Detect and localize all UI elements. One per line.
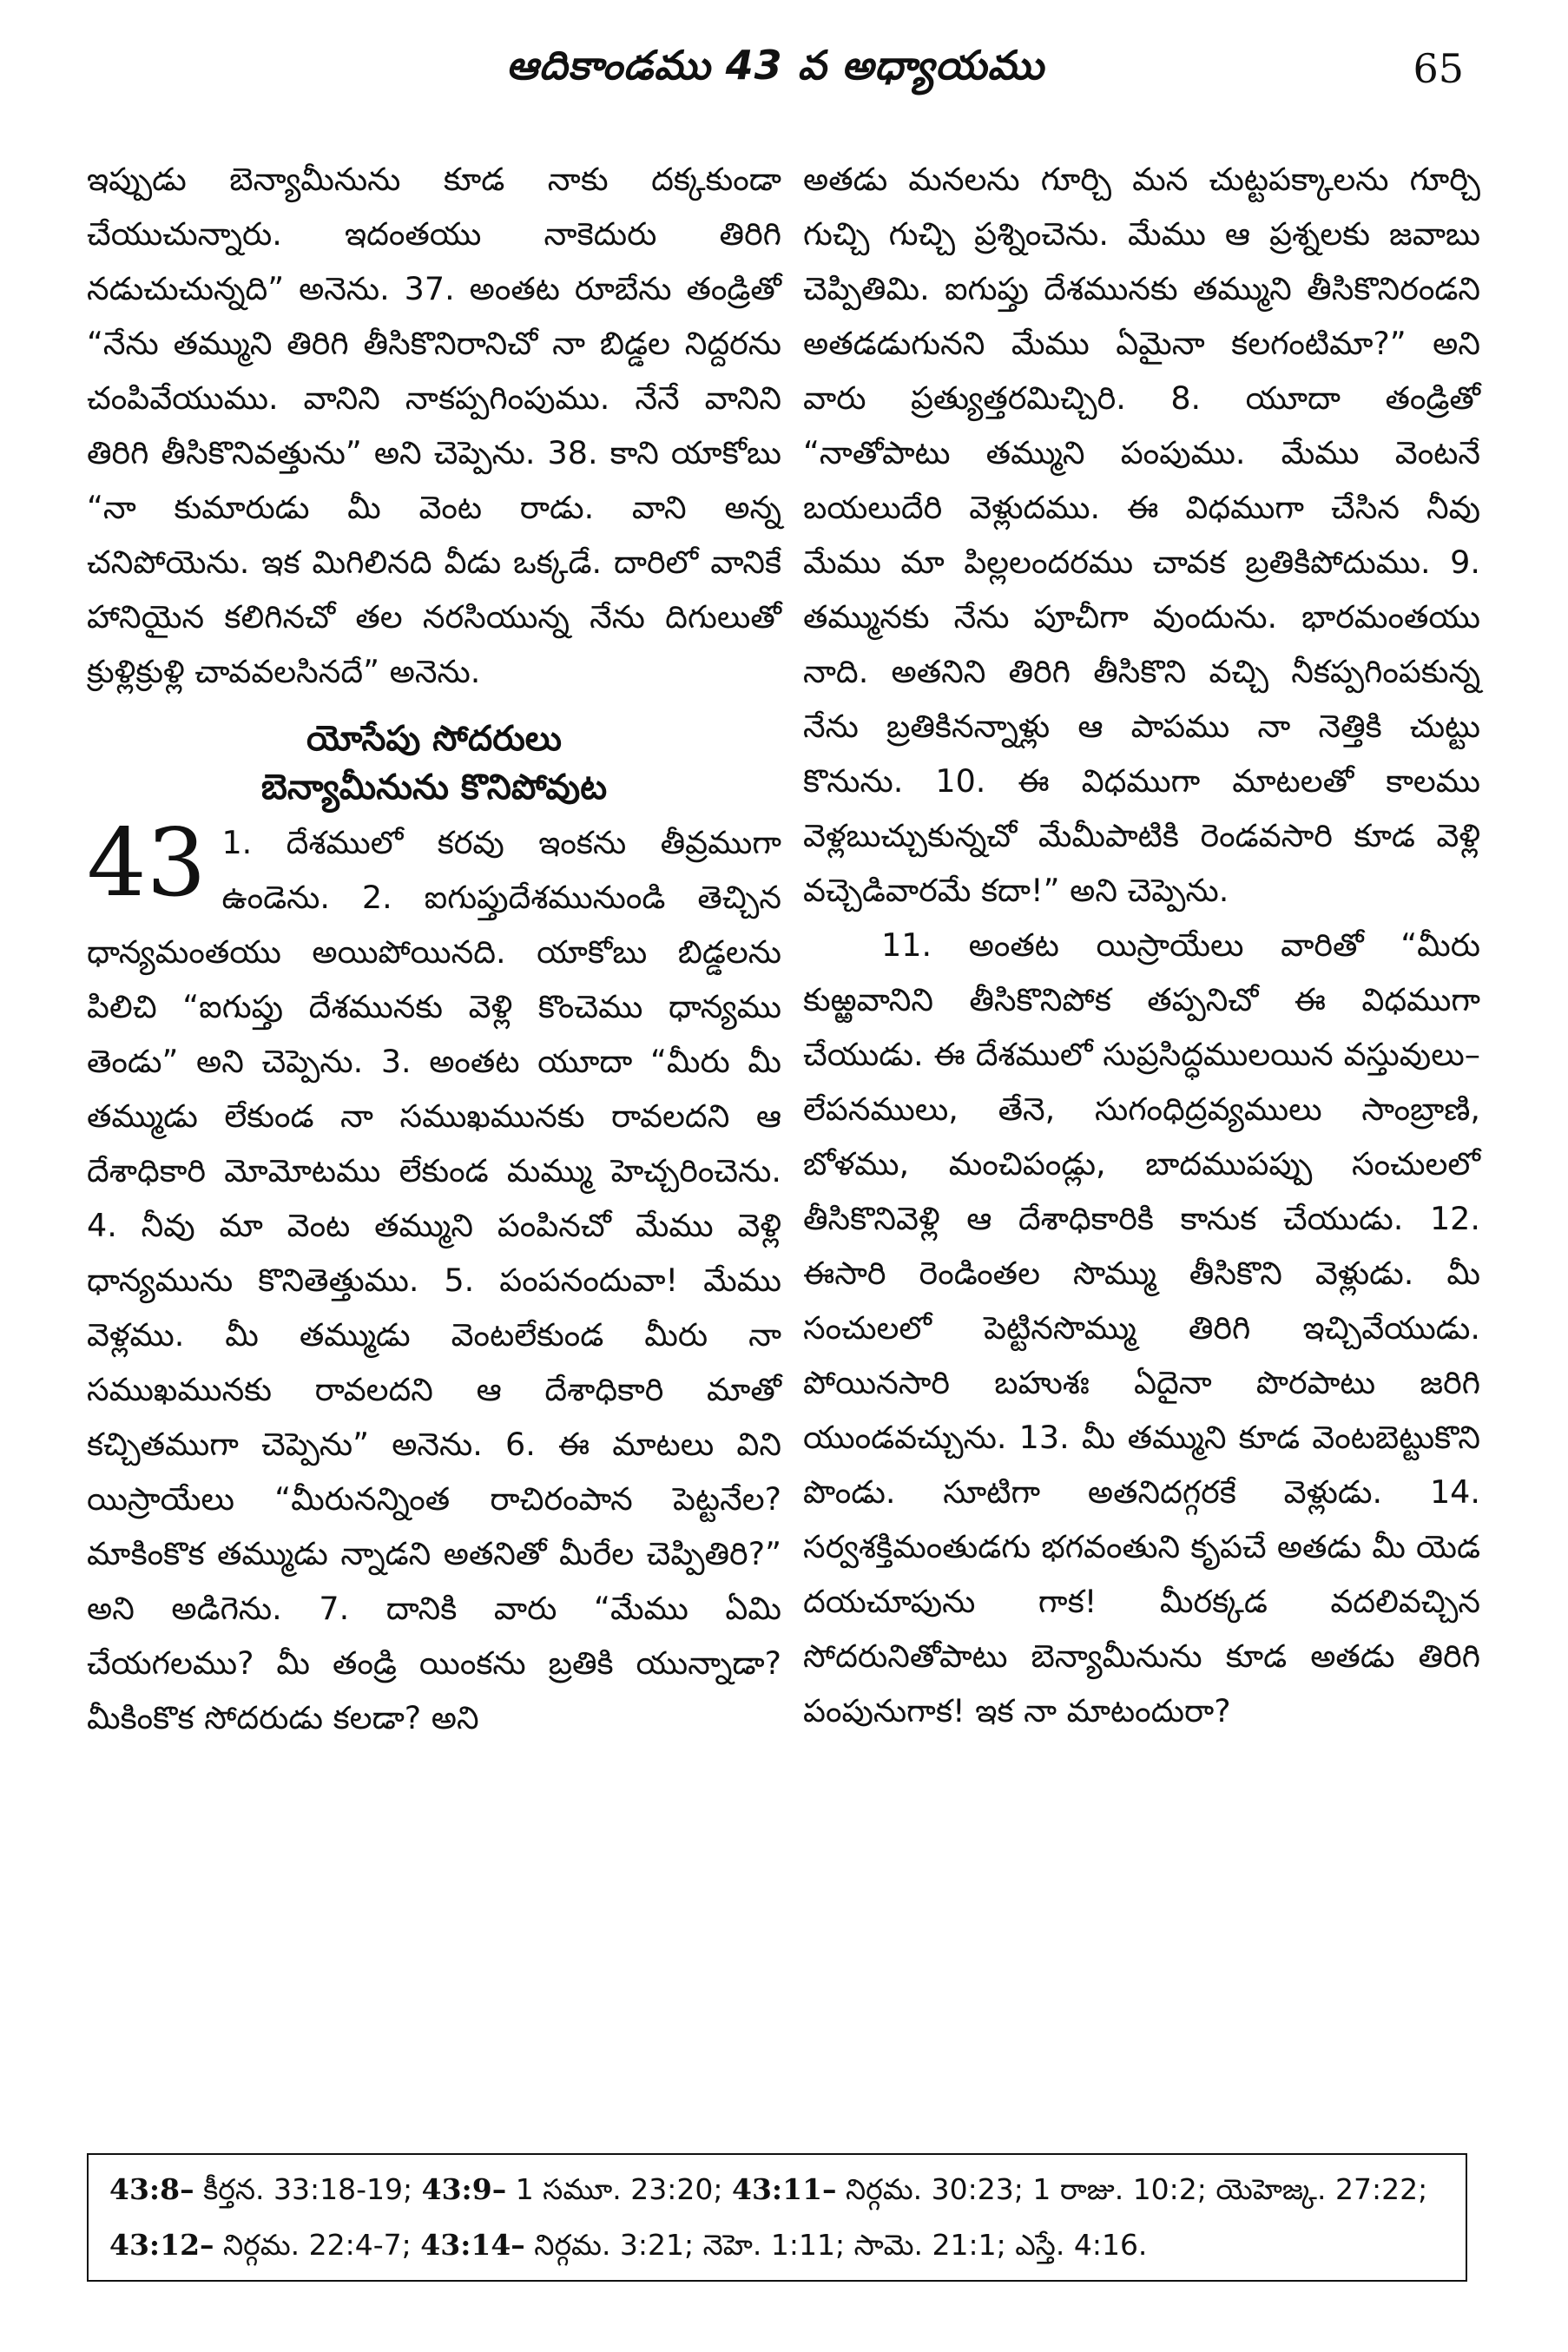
chapter-opening-paragraph (87, 809, 781, 1745)
reference-label: 43:9– (421, 2172, 507, 2206)
paragraph-verses-1-7: 1. దేశములో కరవు ఇంకను తీవ్రముగా ఉండెను. 2. ఐగుప్తుదేశమునుండి తెచ్చిన ధాన్యమంతయు అయిపోయినది. యాకోబు బిడ్డలను పిలిచి “ఐగుప్తు దేశమునకు వెళ్లి కొంచెము ధాన్యము తెండు” అని చెప్పెను. 3. అంతట యూదా “మీరు మీ తమ్ముడు లేకుండ నా సముఖమునకు రావలదని ఆ దేశాధికారి మోమోటము లేకుండ మమ్ము హెచ్చరించెను. 4. నీవు మా వెంట తమ్ముని పంపినచో మేము వెళ్లి ధాన్యమును కొనితెత్తుము. 5. పంపనందువా! మేము వెళ్లము. మీ తమ్ముడు వెంటలేకుండ మీరు నా సముఖమునకు రావలదని ఆ దేశాధికారి మాతో కచ్చితముగా చెప్పెను” అనెను. 6. ఈ మాటలు విని యిస్రాయేలు “మీరునన్నింత రాచిరంపాన పెట్టనేల? మాకింకొక తమ్ముడు న్నాడని అతనితో మీరేల చెప్పితిరి?” అని అడిగెను. 7. దానికి వారు “మేము ఏమి చేయగలము? మీ తండ్రి యింకను బ్రతికి యున్నాడా? మీకింకొక సోదరుడు కలడా? అని (87, 824, 781, 1736)
reference-text: నిర్గమ. 3:21; నెహె. 1:11; సామె. 21:1; ఎస్తే. 4:16. (524, 2228, 1148, 2262)
paragraph-verses-7-10: అతడు మనలను గూర్చి మన చుట్టపక్కాలను గూర్చి గుచ్చి గుచ్చి ప్రశ్నించెను. మేము ఆ ప్రశ్నలకు జవాబు చెప్పితిమి. ఐగుప్తు దేశమునకు తమ్ముని తీసికొనిరండని అతడడుగునని మేము ఏమైనా కలగంటిమా?” అని వారు ప్రత్యుత్తరమిచ్చిరి. 8. యూదా తండ్రితో “నాతోపాటు తమ్ముని పంపుము. మేము వెంటనే బయలుదేరి వెళ్లుదము. ఈ విధముగా చేసిన నీవు మేము మా పిల్లలందరము చావక బ్రతికిపోదుము. 9. తమ్మునకు నేను పూచీగా వుందును. భారమంతయు నాది. అతనిని తిరిగి తీసికొని వచ్చి నీకప్పగింపకున్న నేను బ్రతికినన్నాళ్లు ఆ పాపము నా నెత్తికి చుట్టు కొనును. 10. ఈ విధముగా మాటలతో కాలము వెళ్లబుచ్చుకున్నచో మేమీపాటికి రెండవసారి కూడ వెళ్లి వచ్చెడివారమే కదా!” అని చెప్పెను. (803, 161, 1480, 909)
reference-text: 1 సమూ. 23:20; (506, 2172, 732, 2206)
reference-label: 43:12– (109, 2228, 214, 2262)
page-header (87, 42, 1464, 111)
reference-label: 43:14– (420, 2228, 525, 2262)
right-column (803, 152, 1480, 1738)
cross-references-box (87, 2153, 1467, 2282)
chapter-number: 43 (87, 809, 207, 918)
section-heading-line-2: బెన్యామీనును కొనిపోవుట (260, 768, 608, 807)
paragraph-verses-36-38: ఇప్పుడు బెన్యామీనును కూడ నాకు దక్కకుండా చేయుచున్నారు. ఇదంతయు నాకెదురు తిరిగి నడుచుచున్నది” అనెను. 37. అంతట రూబేను తండ్రితో “నేను తమ్ముని తిరిగి తీసికొనిరానిచో నా బిడ్డల నిద్దరను చంపివేయుము. వానిని నాకప్పగింపుము. నేనే వానిని తిరిగి తీసికొనివత్తును” అని చెప్పెను. 38. కాని యాకోబు “నా కుమారుడు మీ వెంట రాడు. వాని అన్న చనిపోయెను. ఇక మిగిలినది వీడు ఒక్కడే. దారిలో వానికే హానియైన కలిగినచో తల నరసియున్న నేను దిగులుతో క్రుళ్లిక్రుళ్లి చావవలసినదే” అనెను. (87, 161, 781, 690)
running-title: ఆదికాండము 43 వ అధ్యాయము (506, 42, 1044, 89)
section-heading-line-1: యోసేపు సోదరులు (306, 719, 562, 759)
reference-label: 43:8– (109, 2172, 194, 2206)
section-heading (87, 715, 781, 812)
reference-label: 43:11– (732, 2172, 837, 2206)
paragraph-verses-11-14: 11. అంతట యిస్రాయేలు వారితో “మీరు కుఱ్ఱవానిని తీసికొనిపోక తప్పనిచో ఈ విధముగా చేయుడు. ఈ దేశములో సుప్రసిద్ధములయిన వస్తువులు–లేపనములు, తేనె, సుగంధిద్రవ్యములు సాంబ్రాణి, బోళము, మంచిపండ్లు, బాదముపప్పు సంచులలో తీసికొనివెళ్లి ఆ దేశాధికారికి కానుక చేయుడు. 12. ఈసారి రెండింతల సొమ్ము తీసికొని వెళ్లుడు. మీ సంచులలో పెట్టినసొమ్ము తిరిగి ఇచ్చివేయుడు. పోయినసారి బహుశః ఏదైనా పొరపాటు జరిగి యుండవచ్చును. 13. మీ తమ్ముని కూడ వెంటబెట్టుకొని పొండు. సూటిగా అతనిదగ్గరకే వెళ్లుడు. 14. సర్వశక్తిమంతుడగు భగవంతుని కృపచే అతడు మీ యెడ దయచూపును గాక! మీరక్కడ వదలివచ్చిన సోదరునితోపాటు బెన్యామీనును కూడ అతడు తిరిగి పంపునుగాక! ఇక నా మాటందురా? (803, 926, 1480, 1729)
left-column (87, 152, 781, 1745)
reference-text: నిర్గమ. 22:4-7; (214, 2228, 421, 2262)
page-number: 65 (1413, 45, 1464, 92)
reference-text: కీర్తన. 33:18-19; (194, 2172, 422, 2206)
reference-text: నిర్గమ. 30:23; 1 రాజు. 10:2; యెహెజ్క. 27:22; (836, 2172, 1428, 2206)
